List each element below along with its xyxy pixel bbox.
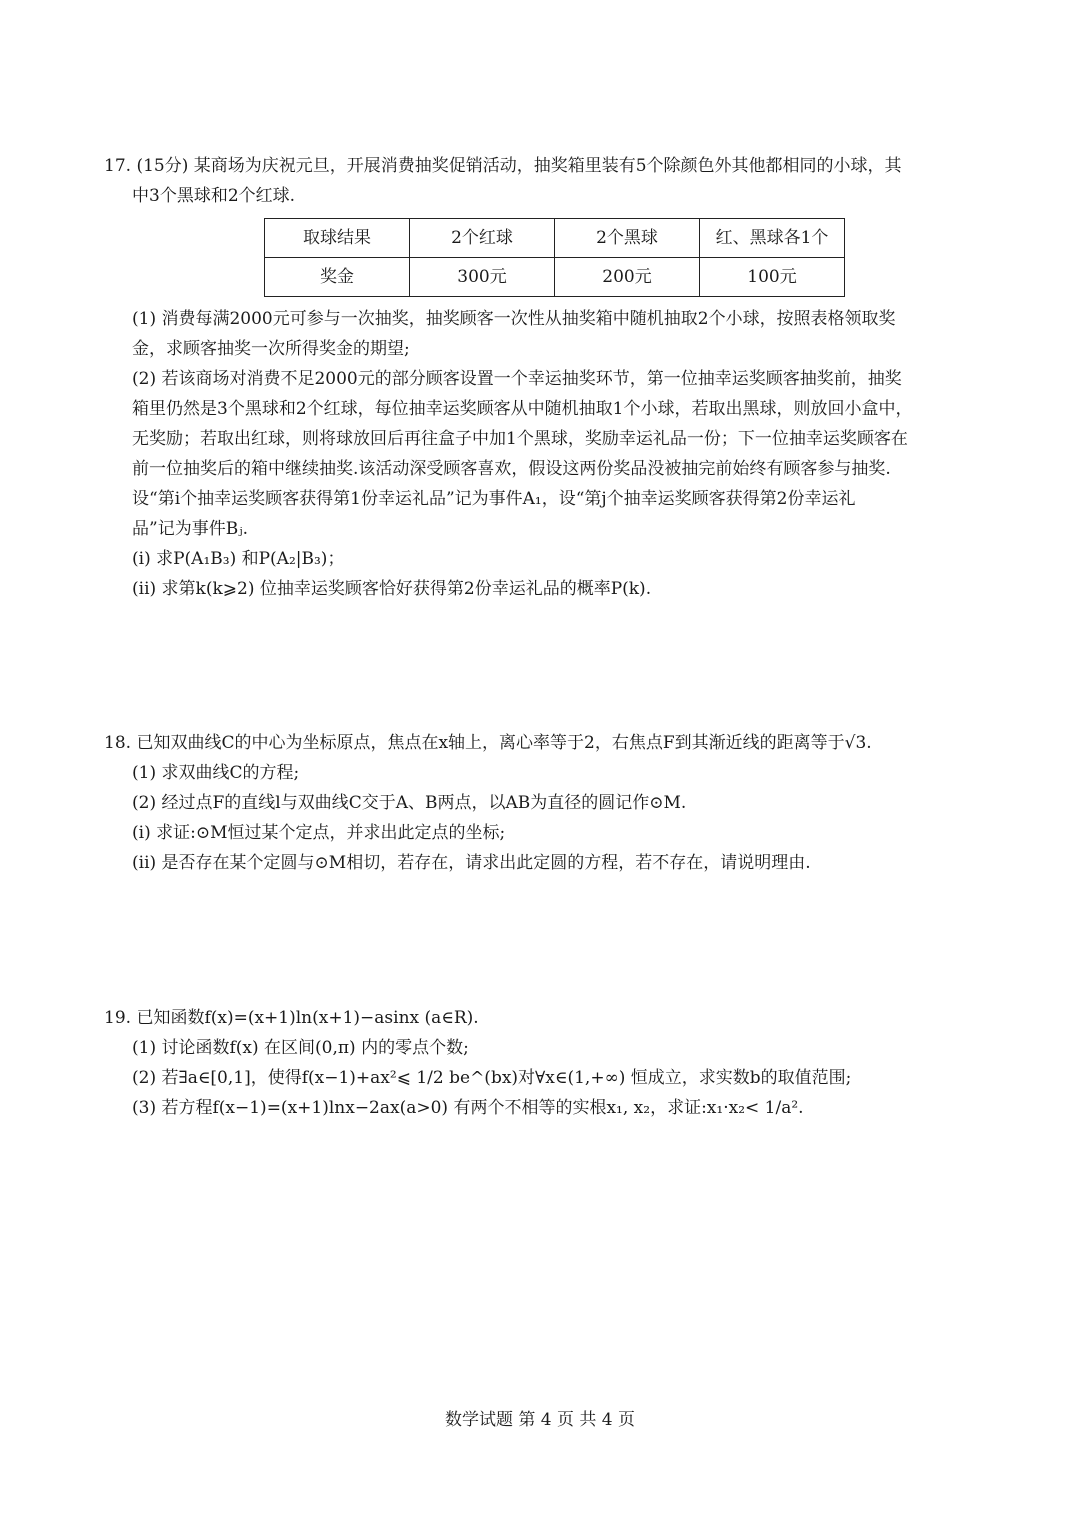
- problem-17-stem-line: 17. (15分) 某商场为庆祝元旦，开展消费抽奖促销活动，抽奖箱里装有5个除颜色外其他都相同的小球，其: [104, 156, 902, 176]
- table-cell: 300元: [410, 258, 555, 297]
- problem-19: [104, 1003, 984, 1123]
- table-cell: 红、黑球各1个: [700, 219, 845, 258]
- problem-17: [104, 151, 984, 604]
- table-cell: 2个黑球: [555, 219, 700, 258]
- problem-19-part-line: (1) 讨论函数f(x) 在区间(0,π) 内的零点个数;: [132, 1038, 469, 1058]
- prize-table-header-row: [265, 219, 845, 258]
- problem-17-stem-line: 中3个黑球和2个红球.: [132, 186, 296, 206]
- page-footer: 数学试题 第 4 页 共 4 页: [444, 1410, 636, 1430]
- problem-17-part-line: (i) 求P(A₁B₃) 和P(A₂|B₃)；: [132, 549, 345, 569]
- problem-18-stem-line: 18. 已知双曲线C的中心为坐标原点，焦点在x轴上，离心率等于2，右焦点F到其渐近线的距离等于√3.: [104, 733, 872, 753]
- problem-18-part-line: (1) 求双曲线C的方程;: [132, 763, 300, 783]
- prize-table: [264, 218, 845, 297]
- problem-19-stem-line: 19. 已知函数f(x)=(x+1)ln(x+1)−asinx (a∈R).: [104, 1008, 479, 1028]
- problem-17-part-line: (1) 消费每满2000元可参与一次抽奖，抽奖顾客一次性从抽奖箱中随机抽取2个小球，按照表格领取奖: [132, 309, 896, 329]
- table-cell: 奖金: [265, 258, 410, 297]
- problem-17-part-line: (2) 若该商场对消费不足2000元的部分顾客设置一个幸运抽奖环节，第一位抽幸运奖顾客抽奖前，抽奖: [132, 369, 902, 389]
- problem-19-part-line: (3) 若方程f(x−1)=(x+1)lnx−2ax(a>0) 有两个不相等的实根x₁, x₂，求证:x₁·x₂< 1/a².: [132, 1098, 804, 1118]
- table-cell: 100元: [700, 258, 845, 297]
- prize-table-value-row: [265, 258, 845, 297]
- table-cell: 2个红球: [410, 219, 555, 258]
- problem-17-part-line: 前一位抽奖后的箱中继续抽奖.该活动深受顾客喜欢，假设这两份奖品没被抽完前始终有顾客参与抽奖.: [132, 459, 891, 479]
- problem-18-part-line: (2) 经过点F的直线l与双曲线C交于A、B两点，以AB为直径的圆记作⊙M.: [132, 793, 687, 813]
- problem-17-part-line: 品”记为事件Bⱼ.: [132, 519, 249, 539]
- problem-18: [104, 728, 984, 878]
- problem-18-part-line: (ii) 是否存在某个定圆与⊙M相切，若存在，请求出此定圆的方程，若不存在，请说明理由.: [132, 853, 811, 873]
- problem-17-part-line: 设“第i个抽幸运奖顾客获得第1份幸运礼品”记为事件A₁，设“第j个抽幸运奖顾客获得第2份幸运礼: [132, 489, 856, 509]
- problem-17-part-line: (ii) 求第k(k⩾2) 位抽幸运奖顾客恰好获得第2份幸运礼品的概率P(k).: [132, 579, 652, 599]
- problem-17-part-line: 金，求顾客抽奖一次所得奖金的期望;: [132, 339, 410, 359]
- problem-18-part-line: (i) 求证:⊙M恒过某个定点，并求出此定点的坐标;: [132, 823, 506, 843]
- table-cell: 取球结果: [265, 219, 410, 258]
- problem-17-part-line: 箱里仍然是3个黑球和2个红球，每位抽幸运奖顾客从中随机抽取1个小球，若取出黑球，则放回小盒中，: [132, 399, 913, 419]
- problem-19-part-line: (2) 若∃a∈[0,1]，使得f(x−1)+ax²⩽ 1/2 be^(bx)对∀x∈(1,+∞) 恒成立，求实数b的取值范围;: [132, 1068, 852, 1088]
- problem-17-part-line: 无奖励；若取出红球，则将球放回后再往盒子中加1个黑球，奖励幸运礼品一份；下一位抽幸运奖顾客在: [132, 429, 908, 449]
- table-cell: 200元: [555, 258, 700, 297]
